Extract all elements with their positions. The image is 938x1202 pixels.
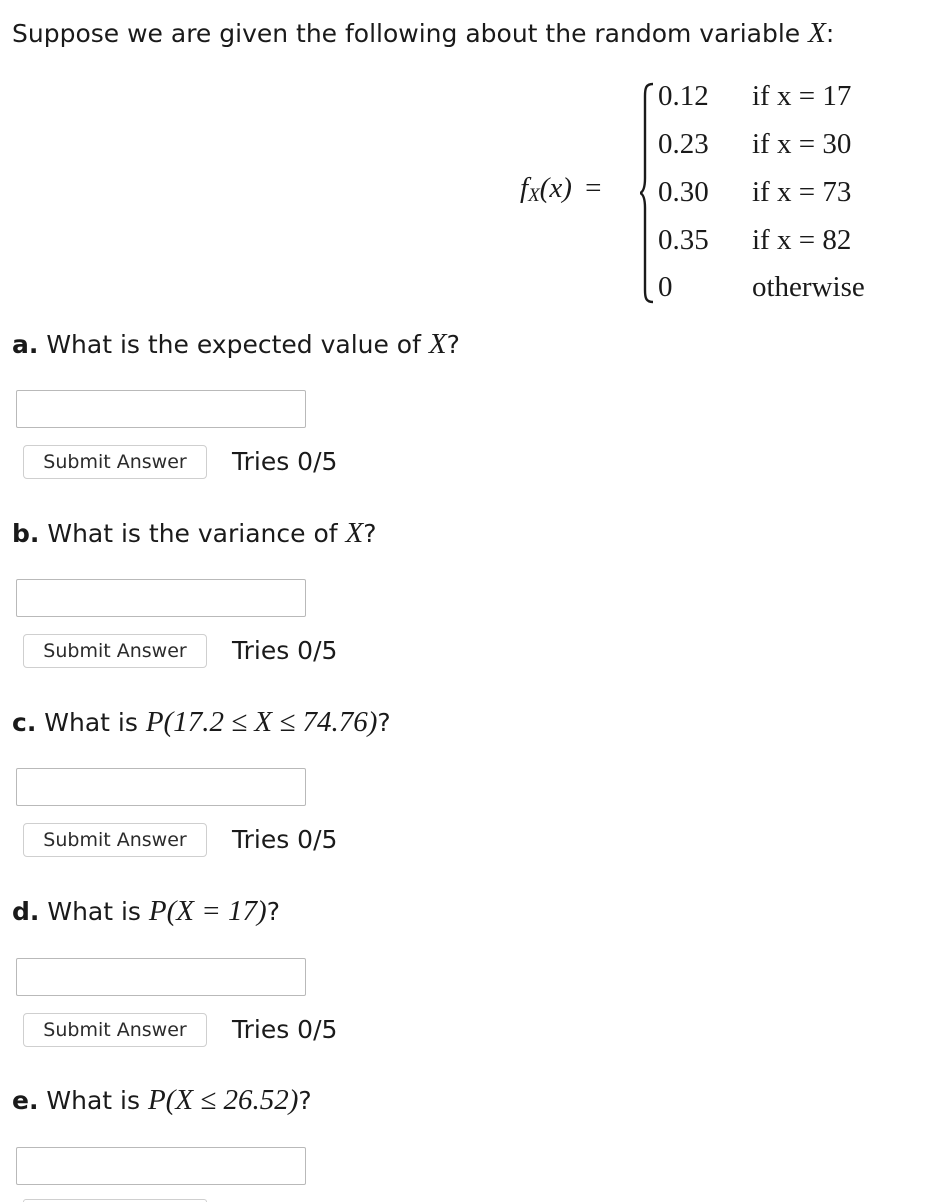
question-math: P(X ≤ 26.52)	[147, 1084, 299, 1116]
question-text: What is	[38, 1086, 148, 1115]
pmf-formula	[520, 74, 900, 314]
left-brace	[640, 82, 656, 304]
answer-input-e[interactable]	[16, 1147, 306, 1185]
pmf-case-value: 0	[658, 271, 673, 303]
answer-input-c[interactable]	[16, 768, 306, 806]
question-math: X	[345, 517, 364, 549]
answer-input-b[interactable]	[16, 579, 306, 617]
question-suffix: ?	[363, 519, 377, 548]
question-text: What is the expected value of	[38, 330, 429, 359]
pmf-equals: =	[585, 172, 602, 204]
tries-counter-d: Tries 0/5	[232, 1015, 338, 1044]
submit-answer-button-a[interactable]: Submit Answer	[23, 445, 207, 479]
pmf-case-condition: if x = 82	[752, 224, 852, 256]
intro-suffix: :	[825, 19, 835, 48]
question-suffix: ?	[298, 1086, 312, 1115]
pmf-case-value: 0.23	[658, 128, 709, 160]
question-letter: b.	[12, 519, 40, 548]
pmf-case-value: 0.30	[658, 176, 709, 208]
question-math: P(X = 17)	[148, 895, 267, 927]
pmf-case-condition: otherwise	[752, 271, 865, 303]
question-letter: c.	[12, 708, 37, 737]
pmf-lhs	[520, 172, 601, 207]
pmf-case-condition: if x = 73	[752, 176, 852, 208]
pmf-function-name: f	[520, 172, 529, 204]
question-c	[12, 705, 391, 740]
pmf-case-condition: if x = 30	[752, 128, 852, 160]
question-letter: a.	[12, 330, 39, 359]
tries-counter-b: Tries 0/5	[232, 636, 338, 665]
submit-answer-button-c[interactable]: Submit Answer	[23, 823, 207, 857]
pmf-subscript: X	[528, 185, 540, 206]
question-math: X	[428, 328, 447, 360]
question-text: What is	[36, 708, 146, 737]
submit-answer-button-b[interactable]: Submit Answer	[23, 634, 207, 668]
question-d	[12, 894, 280, 929]
intro-text: Suppose we are given the following about the random variable	[12, 19, 809, 48]
question-letter: d.	[12, 897, 40, 926]
question-math: P(17.2 ≤ X ≤ 74.76)	[145, 706, 378, 738]
question-text: What is	[39, 897, 149, 926]
question-suffix: ?	[377, 708, 391, 737]
pmf-case-value: 0.12	[658, 80, 709, 112]
question-e	[12, 1083, 312, 1118]
answer-input-a[interactable]	[16, 390, 306, 428]
question-b	[12, 516, 377, 551]
problem-intro	[12, 16, 834, 51]
question-a	[12, 327, 460, 362]
question-text: What is the variance of	[39, 519, 346, 548]
pmf-case-value: 0.35	[658, 224, 709, 256]
pmf-argument: (x)	[539, 172, 572, 204]
question-suffix: ?	[266, 897, 280, 926]
intro-variable: X	[808, 17, 826, 49]
tries-counter-c: Tries 0/5	[232, 825, 338, 854]
pmf-case-condition: if x = 17	[752, 80, 852, 112]
submit-answer-button-d[interactable]: Submit Answer	[23, 1013, 207, 1047]
answer-input-d[interactable]	[16, 958, 306, 996]
tries-counter-a: Tries 0/5	[232, 447, 338, 476]
question-letter: e.	[12, 1086, 39, 1115]
question-suffix: ?	[446, 330, 460, 359]
